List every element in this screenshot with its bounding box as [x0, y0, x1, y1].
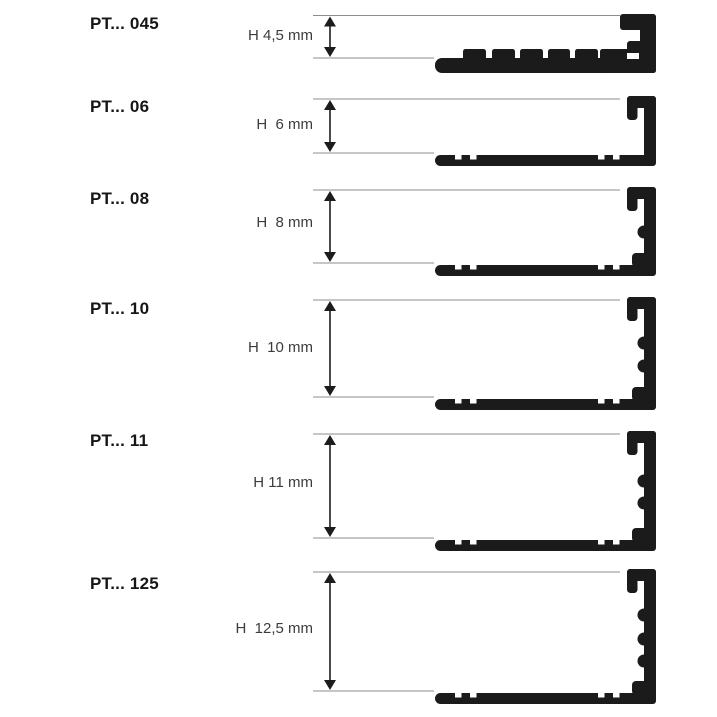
arrowhead-down-icon: [324, 142, 336, 152]
arrowhead-up-icon: [324, 301, 336, 311]
arrowhead-down-icon: [324, 252, 336, 262]
arrowhead-down-icon: [324, 386, 336, 396]
profile-code-label: PT... 045: [90, 14, 159, 33]
arrowhead-up-icon: [324, 573, 336, 583]
height-dimension-label: H 6 mm: [256, 116, 313, 133]
height-dimension-label: H 11 mm: [253, 474, 313, 491]
profile-code-label: PT... 10: [90, 299, 150, 318]
profile-code-label: PT... 125: [90, 574, 159, 593]
height-dimension-label: H 12,5 mm: [235, 620, 313, 637]
profile-code-label: PT... 08: [90, 189, 150, 208]
arrowhead-down-icon: [324, 527, 336, 537]
arrowhead-down-icon: [324, 680, 336, 690]
arrowhead-up-icon: [324, 191, 336, 201]
height-dimension-label: H 10 mm: [247, 339, 313, 356]
arrowhead-up-icon: [324, 100, 336, 110]
profile-code-label: PT... 11: [90, 431, 149, 450]
arrowhead-up-icon: [324, 435, 336, 445]
height-dimension-label: H 4,5 mm: [247, 27, 313, 44]
profile-code-label: PT... 06: [90, 97, 150, 116]
height-dimension-label: H 8 mm: [256, 214, 313, 231]
arrowhead-up-icon: [324, 17, 336, 27]
arrowhead-down-icon: [324, 47, 336, 57]
